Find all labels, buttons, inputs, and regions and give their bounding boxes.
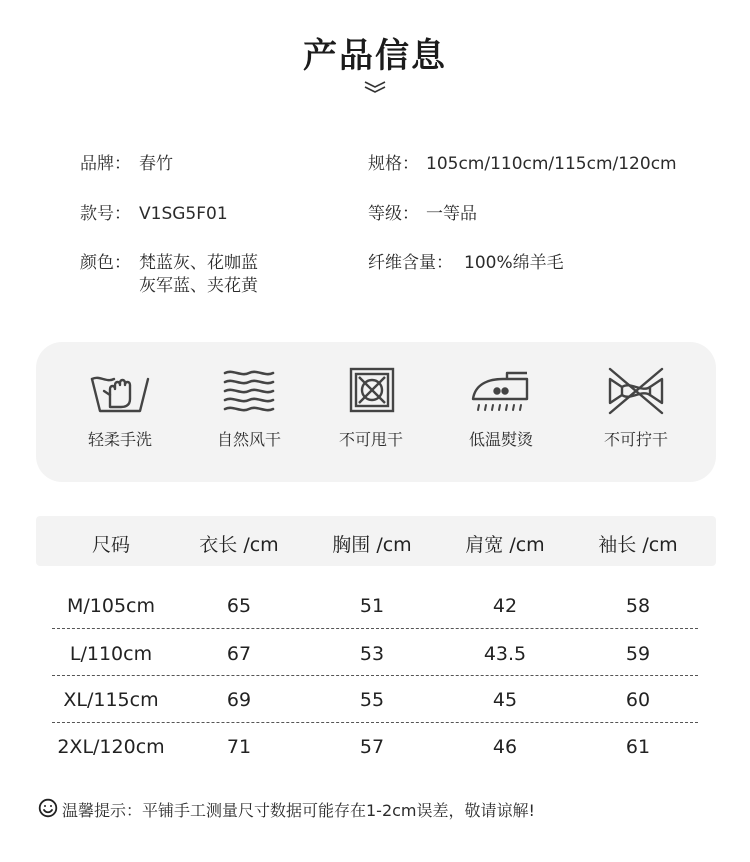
shoulder-cell: 46 [492,736,518,758]
size-cell: 2XL/120cm [57,736,165,758]
page-title: 产品信息 [303,36,447,76]
color-label: 颜色： [80,253,131,273]
no-tumble-dry-icon [339,365,403,417]
low-iron-icon [469,365,533,417]
care-item-no-wring [576,365,696,450]
grade-label: 等级： [368,204,419,224]
fiber-value: 100%绵羊毛 [464,253,564,273]
natural-dry-icon [217,365,281,417]
row-divider [52,675,698,676]
double-chevron-down-icon [363,80,387,94]
hand-wash-icon [88,365,152,417]
tip-text: 温馨提示：平铺手工测量尺寸数据可能存在1-2cm误差，敬请谅解! [62,801,535,820]
spec-label: 规格： [368,154,419,174]
shoulder-cell: 42 [492,595,518,617]
brand-value: 春竹 [139,154,173,174]
smiley-icon [38,798,58,818]
care-label-natural-dry: 自然风干 [216,430,281,449]
fiber-label: 纤维含量： [368,253,453,273]
brand-label: 品牌： [80,154,131,174]
chest-cell: 55 [359,689,385,711]
care-label-low-iron: 低温熨烫 [468,430,533,449]
care-item-low-iron [441,365,561,450]
size-header-sleeve: 袖长 /cm [598,534,678,556]
row-divider [52,722,698,723]
row-divider [52,628,698,629]
length-cell: 65 [226,595,252,617]
size-cell: M/105cm [66,595,155,617]
care-label-no-wring: 不可拧干 [603,430,668,449]
sleeve-cell: 59 [625,643,651,665]
style-no-label: 款号： [80,204,131,224]
sleeve-cell: 61 [625,736,651,758]
size-cell: XL/115cm [63,689,159,711]
color-value-line2: 灰军蓝、夹花黄 [139,276,258,296]
care-item-hand-wash [60,365,180,450]
chest-cell: 57 [359,736,385,758]
care-label-no-tumble-dry: 不可甩干 [338,430,403,449]
size-header-size: 尺码 [91,534,130,556]
no-wring-icon [604,365,668,417]
size-header-shoulder: 肩宽 /cm [465,534,545,556]
size-header-length: 衣长 /cm [199,534,279,556]
length-cell: 69 [226,689,252,711]
care-label-hand-wash: 轻柔手洗 [87,430,152,449]
sleeve-cell: 60 [625,689,651,711]
length-cell: 71 [226,736,252,758]
size-cell: L/110cm [69,643,153,665]
chest-cell: 53 [359,643,385,665]
shoulder-cell: 45 [492,689,518,711]
color-value-line1: 梵蓝灰、花咖蓝 [139,253,258,273]
chest-cell: 51 [359,595,385,617]
care-item-natural-dry [189,365,309,450]
sleeve-cell: 58 [625,595,651,617]
length-cell: 67 [226,643,252,665]
style-no-value: V1SG5F01 [139,204,228,224]
size-header-chest: 胸围 /cm [332,534,412,556]
spec-value: 105cm/110cm/115cm/120cm [426,154,677,174]
shoulder-cell: 43.5 [483,643,527,665]
grade-value: 一等品 [426,204,477,224]
care-item-no-tumble-dry [311,365,431,450]
